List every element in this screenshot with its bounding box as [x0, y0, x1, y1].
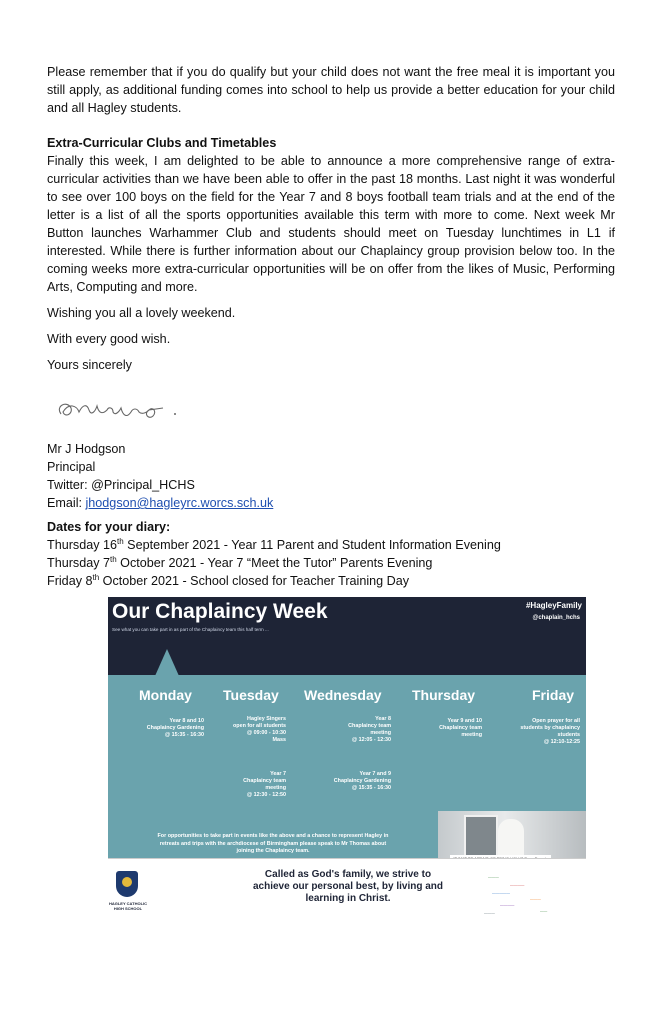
thursday-event: Year 9 and 10 Chaplaincy team meeting — [439, 718, 482, 738]
diary-item: Friday 8th October 2021 - School closed for Teacher Training Day — [47, 572, 410, 588]
poster-note: For opportunities to take part in events like the above and a chance to represent Hagley in retreats and trips with the archdiocese of Birmingham please speak to Mr Thomas about joining the Chaplaincy team. — [157, 833, 389, 854]
signature-role: Principal — [47, 460, 96, 474]
signature-image — [47, 388, 615, 436]
day-friday: Friday — [532, 687, 575, 703]
poster-hashtag: #HagleyFamily — [525, 601, 582, 610]
diary-item: Thursday 7th October 2021 - Year 7 “Meet the Tutor” Parents Evening — [47, 554, 433, 570]
word-cloud-image: ——— ———— ————— ——— ———— —— ——— — [484, 875, 548, 915]
signature-name: Mr J Hodgson — [47, 442, 126, 456]
poster-footer — [108, 858, 586, 935]
wednesday-event-2: Year 7 and 9 Chaplaincy Gardening @ 15:35 - 16:30 — [333, 771, 391, 791]
tuesday-event-2: Year 7 Chaplaincy team meeting @ 12:30 - 12:50 — [243, 771, 286, 798]
clubs-heading: Extra-Curricular Clubs and Timetables — [47, 136, 277, 150]
chaplaincy-poster — [108, 597, 586, 934]
diary-heading: Dates for your diary: — [47, 520, 171, 534]
day-thursday: Thursday — [412, 687, 476, 703]
tuesday-event-1: Hagley Singers open for all students @ 09:00 - 10:30 Mass — [232, 716, 286, 743]
friday-event: Open prayer for all students by chaplaincy students @ 12:10-12:25 — [520, 718, 580, 745]
wednesday-event-1: Year 8 Chaplaincy team meeting @ 12:05 - 12:30 — [348, 716, 391, 743]
signature-email — [47, 494, 615, 512]
pope-photo — [438, 811, 586, 861]
day-wednesday: Wednesday — [304, 687, 382, 703]
day-tuesday: Tuesday — [223, 687, 279, 703]
poster-header — [108, 597, 586, 675]
poster-title: Our Chaplaincy Week — [112, 600, 328, 623]
signature-twitter: Twitter: @Principal_HCHS — [47, 478, 195, 492]
poster-handle: @chaplain_hchs — [532, 615, 580, 621]
day-monday: Monday — [139, 687, 192, 703]
diary-item: Thursday 16th September 2021 - Year 11 Parent and Student Information Evening — [47, 536, 501, 552]
monday-event: Year 8 and 10 Chaplaincy Gardening @ 15:35 - 16:30 — [146, 718, 204, 738]
poster-subtitle: See what you can take part in as part of the Chaplaincy team this half term ... — [112, 627, 269, 632]
school-crest-icon — [116, 871, 138, 897]
letter-body — [47, 63, 615, 590]
email-link[interactable]: jhodgson@hagleyrc.worcs.sch.uk — [85, 496, 274, 510]
school-name: HAGLEY CATHOLIC HIGH SCHOOL — [108, 901, 148, 911]
poster-motto: Called as God's family, we strive to achieve our personal best, by living and learning in Christ. — [252, 869, 444, 904]
closing-sincerely: Yours sincerely — [47, 358, 132, 372]
email-label: Email: — [47, 496, 86, 510]
closing-wishes: Wishing you all a lovely weekend. — [47, 306, 236, 320]
closing-good-wish: With every good wish. — [47, 332, 171, 346]
clubs-paragraph: Finally this week, I am delighted to be able to announce a more comprehensive range of extra-curricular activities than we have been able to offer in the past 18 months. Last night it was wonderful to see over 100 boys on the field for the Year 7 and 8 boys football team trials and at the end of the letter is a list of all the sports opportunities available this term with more to come. Next week Mr Button launches Warhammer Club and students should meet on Tuesday lunchtimes in L1 if interested. While there is further information about our Chaplaincy group provision below too. In the coming weeks more extra-curricular opportunities will be on offer from the likes of Music, Performing Arts, Computing and more. — [47, 154, 615, 294]
poster-triangle-decoration — [155, 649, 179, 676]
intro-paragraph: Please remember that if you do qualify but your child does not want the free meal it is important you still apply, as additional funding comes into school to help us provide a better education for your child and all Hagley students. — [47, 65, 615, 115]
